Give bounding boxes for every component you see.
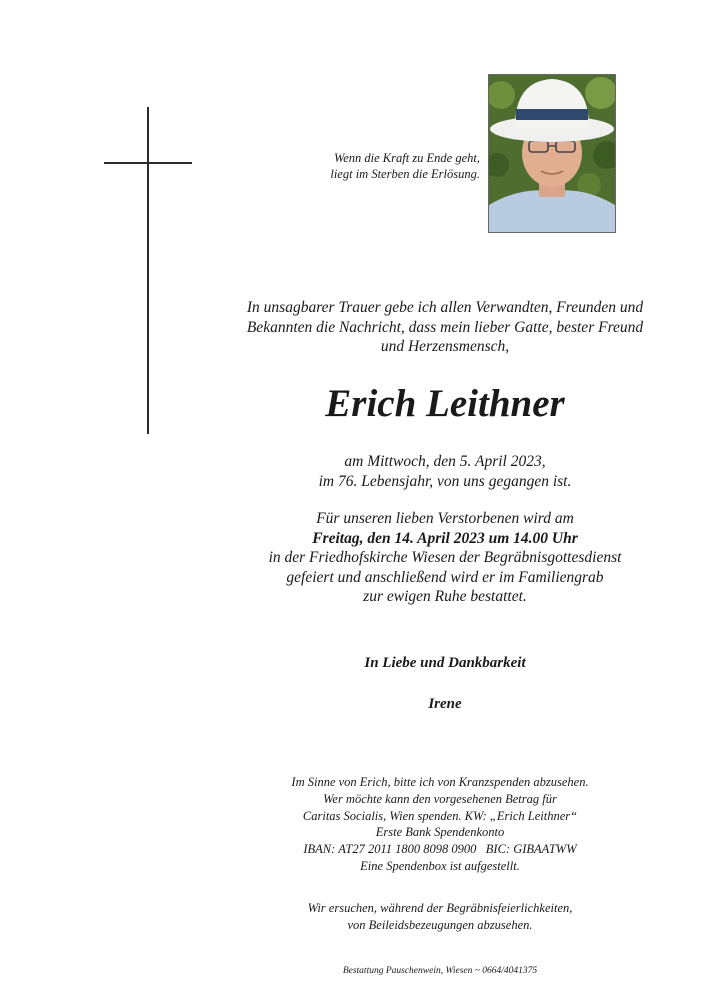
donation-line: Erste Bank Spendenkonto (375, 825, 505, 840)
intro-line: und Herzensmensch, (380, 338, 510, 355)
motto-line: liegt im Sterben die Erlösung. (330, 167, 480, 181)
request-line: von Beileidsbezeugungen abzusehen. (347, 917, 533, 932)
death-line: am Mittwoch, den 5. April 2023, (344, 453, 546, 470)
intro-line: Bekannten die Nachricht, dass mein lieber Gatte, bester Freund (246, 318, 644, 336)
motto-line: Wenn die Kraft zu Ende geht, (333, 151, 480, 165)
donation-line: Im Sinne von Erich, bitte ich von Kranzspenden abzusehen. (291, 775, 589, 789)
service-line: gefeiert und anschließend wird er im Familiengrab (286, 568, 604, 586)
service-info (200, 509, 690, 607)
cross-vertical-bar (147, 107, 149, 434)
death-line: im 76. Lebensjahr, von uns gegangen ist. (318, 472, 572, 490)
signature-name: Irene (428, 696, 462, 712)
cross-horizontal-bar (104, 162, 192, 164)
death-info (200, 452, 690, 491)
deceased-name: Erich Leithner (325, 382, 565, 425)
motto (240, 150, 480, 182)
service-line: Für unseren lieben Verstorbenen wird am (316, 510, 574, 527)
service-line: zur ewigen Ruhe bestattet. (363, 588, 527, 605)
condolence-request (220, 900, 660, 934)
donation-iban: IBAN: AT27 2011 1800 8098 0900 BIC: GIBAATWW (303, 842, 577, 857)
service-date: Freitag, den 14. April 2023 um 14.00 Uhr (312, 529, 578, 547)
funeral-home-footer: Bestattung Pauschenwein, Wiesen ~ 0664/4041375 (342, 966, 538, 976)
intro-line: In unsagbarer Trauer gebe ich allen Verwandten, Freunden und (246, 299, 644, 316)
donation-line: Caritas Socialis, Wien spenden. KW: „Erich Leithner“ (302, 808, 578, 823)
donation-line: Wer möchte kann den vorgesehenen Betrag für (323, 791, 557, 806)
donation-line: Eine Spendenbox ist aufgestellt. (360, 858, 520, 873)
closing-phrase: In Liebe und Dankbarkeit (364, 655, 526, 671)
intro-text (200, 298, 690, 357)
portrait-illustration (489, 75, 615, 232)
donation-info (220, 774, 660, 875)
service-line: in der Friedhofskirche Wiesen der Begräbnisgottesdienst (268, 549, 622, 566)
portrait-photo (488, 74, 616, 233)
request-line: Wir ersuchen, während der Begräbnisfeierlichkeiten, (307, 901, 573, 915)
